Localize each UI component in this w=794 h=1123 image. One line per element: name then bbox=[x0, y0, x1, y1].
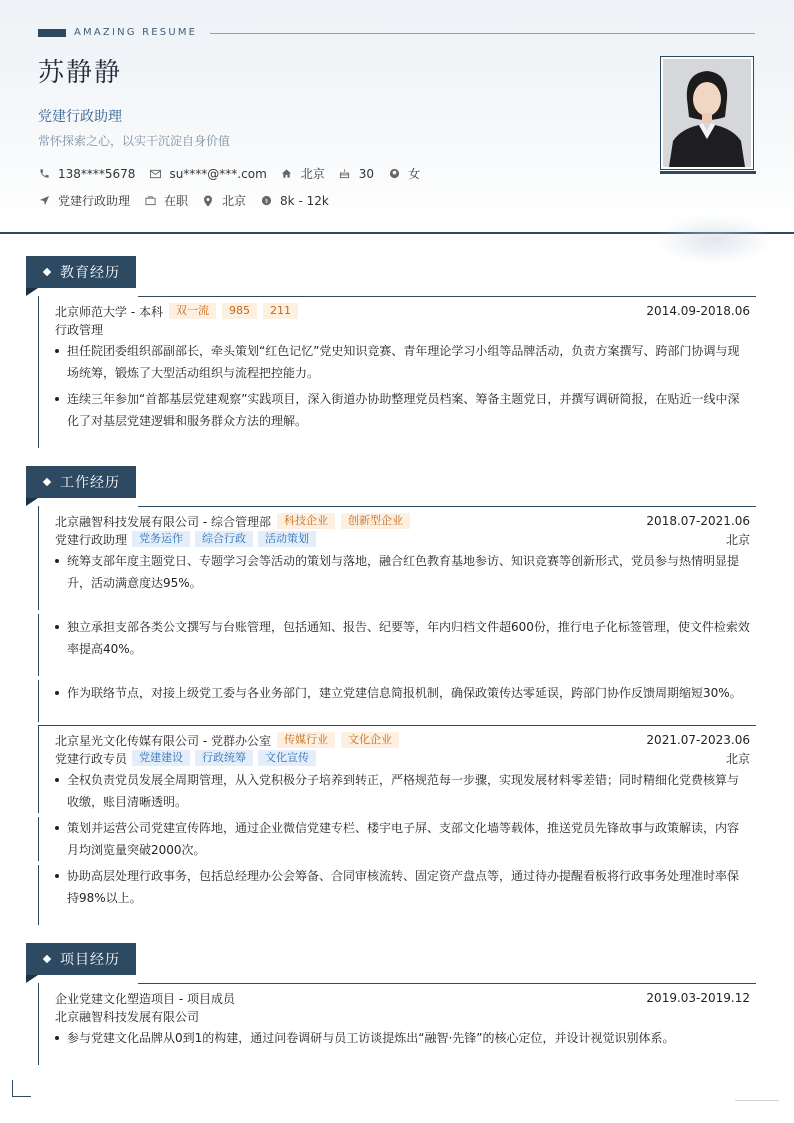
work-entry bbox=[55, 512, 750, 704]
work-bullet: 作为联络节点，对接上级党工委与各业务部门，建立党建信息简报机制，确保政策传达零延误，跨部门协作反馈周期缩短30%。 bbox=[55, 682, 750, 704]
candidate-name: 苏静静 bbox=[38, 58, 123, 88]
candidate-slogan: 常怀探索之心，以实干沉淀自身价值 bbox=[38, 134, 231, 148]
skill-tag: 行政统筹 bbox=[195, 750, 253, 766]
work-city: 北京 bbox=[725, 751, 750, 766]
company-tag: 科技企业 bbox=[277, 513, 335, 529]
photo-underline bbox=[660, 171, 756, 174]
work-city: 北京 bbox=[725, 532, 750, 547]
work-timeline bbox=[38, 865, 39, 925]
salary-item bbox=[260, 194, 329, 208]
intent-position-item bbox=[38, 192, 130, 209]
work-date: 2018.07-2021.06 bbox=[646, 514, 750, 528]
job-intent-row bbox=[38, 192, 343, 209]
job-status-item bbox=[144, 192, 188, 209]
gender-icon bbox=[388, 168, 400, 180]
work-bullet: 全权负责党员发展全周期管理，从入党积极分子培养到转正，严格规范每一步骤，实现发展材料零差错；同时精细化党费核算与收缴，账目清晰透明。 bbox=[55, 769, 750, 813]
projects-rule bbox=[138, 983, 756, 984]
skill-tag: 党务运作 bbox=[132, 531, 190, 547]
company-name: 北京星光文化传媒有限公司 - 党群办公室 bbox=[55, 733, 271, 748]
projects-heading bbox=[26, 943, 136, 975]
home-item bbox=[281, 165, 325, 182]
profile-photo-frame bbox=[660, 56, 754, 170]
brand-bar bbox=[38, 29, 66, 37]
education-timeline bbox=[38, 296, 39, 448]
project-date: 2019.03-2019.12 bbox=[646, 991, 750, 1005]
job-role: 党建行政助理 bbox=[55, 532, 128, 547]
education-bullet: 担任院团委组织部副部长，牵头策划“红色记忆”党史知识竞赛、青年理论学习小组等品牌活动，负责方案撰写、跨部门协调与现场统筹，锻炼了大型活动组织与流程把控能力。 bbox=[55, 340, 750, 384]
education-bullet: 连续三年参加“首都基层党建观察”实践项目，深入街道办协助整理党员档案、筹备主题党日，并撰写调研简报，在贴近一线中深化了对基层党建逻辑和服务群众方法的理解。 bbox=[55, 388, 750, 432]
skill-tag: 党建建设 bbox=[132, 750, 190, 766]
briefcase-icon bbox=[144, 195, 156, 207]
email-item bbox=[149, 167, 266, 181]
cake-icon bbox=[339, 168, 351, 180]
skill-tag: 活动策划 bbox=[258, 531, 316, 547]
heading-fold bbox=[26, 975, 38, 983]
gender-item bbox=[388, 165, 420, 182]
profile-photo bbox=[663, 59, 751, 167]
projects-timeline bbox=[38, 983, 39, 1065]
gender-text: 女 bbox=[408, 167, 421, 181]
heading-fold bbox=[26, 498, 38, 506]
work-date: 2021.07-2023.06 bbox=[646, 733, 750, 747]
candidate-title: 党建行政助理 bbox=[38, 109, 122, 125]
company-tag: 创新型企业 bbox=[341, 513, 410, 529]
intent-city-item bbox=[202, 192, 246, 209]
svg-text:$: $ bbox=[264, 198, 268, 205]
diamond-icon bbox=[43, 268, 51, 276]
salary-text: 8k - 12k bbox=[280, 193, 329, 208]
work-bullet: 策划并运营公司党建宣传阵地，通过企业微信党建专栏、楼宇电子屏、支部文化墙等载体，推送党员先锋故事与政策解读，内容月均浏览量突破2000次。 bbox=[55, 817, 750, 861]
diamond-icon bbox=[43, 955, 51, 963]
send-icon bbox=[38, 195, 50, 207]
project-name: 企业党建文化塑造项目 - 项目成员 bbox=[55, 991, 235, 1006]
home-text: 北京 bbox=[300, 167, 325, 181]
intent-position-text: 党建行政助理 bbox=[58, 194, 131, 208]
work-divider bbox=[38, 725, 756, 726]
age-text: 30 bbox=[358, 166, 375, 181]
school-tag: 双一流 bbox=[169, 303, 216, 319]
project-entry bbox=[55, 989, 750, 1049]
work-timeline bbox=[38, 817, 39, 861]
page-corner-mark bbox=[12, 1080, 31, 1097]
project-org: 北京融智科技发展有限公司 bbox=[55, 1009, 200, 1024]
location-pin-icon bbox=[202, 195, 214, 207]
phone-item bbox=[38, 167, 135, 181]
major: 行政管理 bbox=[55, 322, 104, 337]
brand-text: AMAZING RESUME bbox=[74, 27, 198, 38]
salary-icon bbox=[260, 195, 272, 207]
phone-icon bbox=[38, 168, 50, 180]
company-name: 北京融智科技发展有限公司 - 综合管理部 bbox=[55, 514, 271, 529]
school-tag: 985 bbox=[222, 303, 257, 319]
skill-tag: 文化宣传 bbox=[258, 750, 316, 766]
header-decoration bbox=[654, 215, 774, 265]
education-rule bbox=[138, 296, 756, 297]
age-item bbox=[339, 167, 374, 181]
work-timeline bbox=[38, 614, 39, 676]
heading-fold bbox=[26, 288, 38, 296]
job-role: 党建行政专员 bbox=[55, 751, 128, 766]
work-timeline bbox=[38, 725, 39, 813]
email-text: su****@***.com bbox=[169, 166, 267, 181]
education-date: 2014.09-2018.06 bbox=[646, 304, 750, 318]
brand-line bbox=[210, 33, 755, 34]
work-bullet: 协助高层处理行政事务，包括总经理办公会筹备、合同审核流转、固定资产盘点等，通过待办提醒看板将行政事务处理准时率保持98%以上。 bbox=[55, 865, 750, 909]
education-entry bbox=[55, 302, 750, 432]
work-rule bbox=[138, 506, 756, 507]
work-entry bbox=[55, 731, 750, 909]
skill-tag: 综合行政 bbox=[195, 531, 253, 547]
job-status-text: 在职 bbox=[164, 194, 189, 208]
home-icon bbox=[281, 168, 293, 180]
education-heading bbox=[26, 256, 136, 288]
mail-icon bbox=[149, 168, 161, 180]
diamond-icon bbox=[43, 478, 51, 486]
contact-row bbox=[38, 165, 434, 182]
work-timeline bbox=[38, 680, 39, 722]
work-heading-text: 工作经历 bbox=[60, 475, 120, 491]
project-bullet: 参与党建文化品牌从0到1的构建，通过问卷调研与员工访谈提炼出“融智·先锋”的核心定位，并设计视觉识别体系。 bbox=[55, 1027, 750, 1049]
intent-city-text: 北京 bbox=[222, 194, 247, 208]
work-timeline bbox=[38, 506, 39, 610]
page-corner-mark bbox=[735, 1100, 779, 1101]
work-bullet: 独立承担支部各类公文撰写与台账管理，包括通知、报告、纪要等，年内归档文件超600份，推行电子化标签管理，使文件检索效率提高40%。 bbox=[55, 616, 750, 660]
work-bullet: 统筹支部年度主题党日、专题学习会等活动的策划与落地，融合红色教育基地参访、知识竞赛等创新形式，党员参与热情明显提升，活动满意度达95%。 bbox=[55, 550, 750, 594]
work-heading bbox=[26, 466, 136, 498]
school-tag: 211 bbox=[263, 303, 298, 319]
company-tag: 文化企业 bbox=[341, 732, 399, 748]
phone-text: 138****5678 bbox=[58, 166, 136, 181]
education-heading-text: 教育经历 bbox=[60, 265, 120, 281]
school-name: 北京师范大学 - 本科 bbox=[55, 304, 163, 319]
projects-heading-text: 项目经历 bbox=[60, 952, 120, 968]
company-tag: 传媒行业 bbox=[277, 732, 335, 748]
